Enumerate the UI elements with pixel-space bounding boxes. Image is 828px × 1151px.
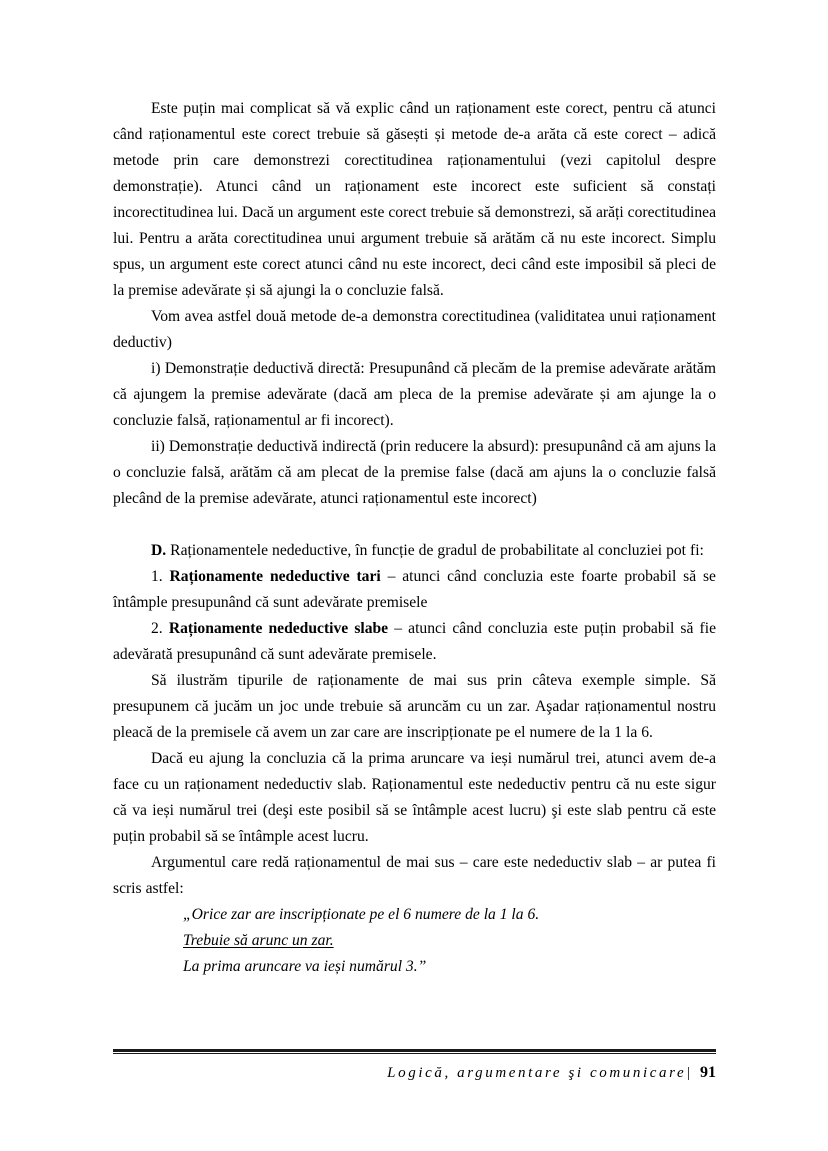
- section-d-label: D.: [151, 542, 167, 559]
- term-weak-nondeductive: Raționamente nedeductive slabe: [168, 620, 389, 637]
- footer-book-title: Logică, argumentare şi comunicare|: [387, 1065, 693, 1081]
- paragraph-argument-intro: Argumentul care redă raționamentul de mai sus – care este nedeductiv slab – ar putea fi scris astfel:: [113, 854, 716, 897]
- page-body-text: [113, 96, 716, 980]
- paragraph-indirect-deductive-proof: ii) Demonstrație deductivă indirectă (prin reducere la absurd): presupunând că am ajuns la o concluzie falsă, arătăm că am plecat de la premise false (dacă am ajuns la o concluzie falsă plecând de la premise adevărate, atunci raționamentul este incorect): [113, 438, 716, 507]
- section-d-text: Raționamentele nedeductive, în funcție de gradul de probabilitate al concluziei pot fi:: [166, 542, 704, 559]
- argument-premise-1: „Orice zar are inscripționate pe el 6 numere de la 1 la 6.: [183, 906, 540, 923]
- argument-premise-2: [183, 928, 716, 954]
- paragraph-weak-nondeductive: [113, 616, 716, 668]
- argument-premise-2-underlined-text: Trebuie să arunc un zar.: [183, 932, 334, 949]
- footer-rule-thin: [113, 1053, 716, 1054]
- paragraph-dice-example-analysis: Dacă eu ajung la concluzia că la prima aruncare va ieși numărul trei, atunci avem de-a face cu un raționament nedeductiv slab. Raționamentul este nedeductiv pentru că nu este sigur că va ieși numărul trei (deşi este posibil să se întâmple acest lucru) şi este slab pentru că este puțin probabil să se întâmple acest lucru.: [113, 750, 716, 845]
- paragraph-section-d: [113, 538, 716, 564]
- paragraph-two-methods: Vom avea astfel două metode de-a demonstra corectitudinea (validitatea unui raționament deductiv): [113, 308, 716, 351]
- argument-quote-block: [113, 902, 716, 980]
- argument-conclusion: La prima aruncare va ieși numărul 3.”: [183, 958, 427, 975]
- list-number-1: 1.: [151, 568, 170, 585]
- paragraph-direct-deductive-proof: i) Demonstrație deductivă directă: Presupunând că plecăm de la premise adevărate arătăm că ajungem la premise adevărate (dacă am pleca de la premise adevărate și am ajunge la o concluzie falsă, raționamentul ar fi incorect).: [113, 360, 716, 429]
- paragraph-strong-nondeductive: [113, 564, 716, 616]
- paragraph-intro-correctness: Este puțin mai complicat să vă explic când un raționament este corect, pentru că atunci când raționamentul este corect trebuie să găsești și metode de-a arăta că este corect – adică metode prin care demonstrezi corectitudinea raționamentului (vezi capitolul despre demonstrație). Atunci când un raționament este incorect este suficient să constați incorectitudinea lui. Dacă un argument este corect trebuie să demonstrezi, să arăți corectitudinea lui. Pentru a arăta corectitudinea unui argument trebuie să arătăm că nu este incorect. Simplu spus, un argument este corect atunci când nu este incorect, deci când este imposibil să pleci de la premise adevărate și să ajungi la o concluzie falsă.: [113, 100, 716, 299]
- definition-strong-nondeductive: – atunci când concluzia este foarte probabil să se întâmple presupunând că sunt adevărate premisele: [113, 568, 716, 611]
- list-number-2: 2.: [151, 620, 169, 637]
- definition-weak-nondeductive: – atunci când concluzia este puțin probabil să fie adevărată presupunând că sunt adevărate premisele.: [113, 620, 716, 663]
- footer-text-row: [113, 1062, 716, 1084]
- page-number: 91: [700, 1064, 716, 1081]
- paragraph-dice-example-setup: Să ilustrăm tipurile de raționamente de mai sus prin câteva exemple simple. Să presupunem că jucăm un joc unde trebuie să aruncăm cu un zar. Aşadar raționamentul nostru pleacă de la premisele că avem un zar care are inscripționate pe el numere de la 1 la 6.: [113, 672, 716, 741]
- page-footer: [113, 1049, 716, 1084]
- term-strong-nondeductive: Raționamente nedeductive tari: [169, 568, 381, 585]
